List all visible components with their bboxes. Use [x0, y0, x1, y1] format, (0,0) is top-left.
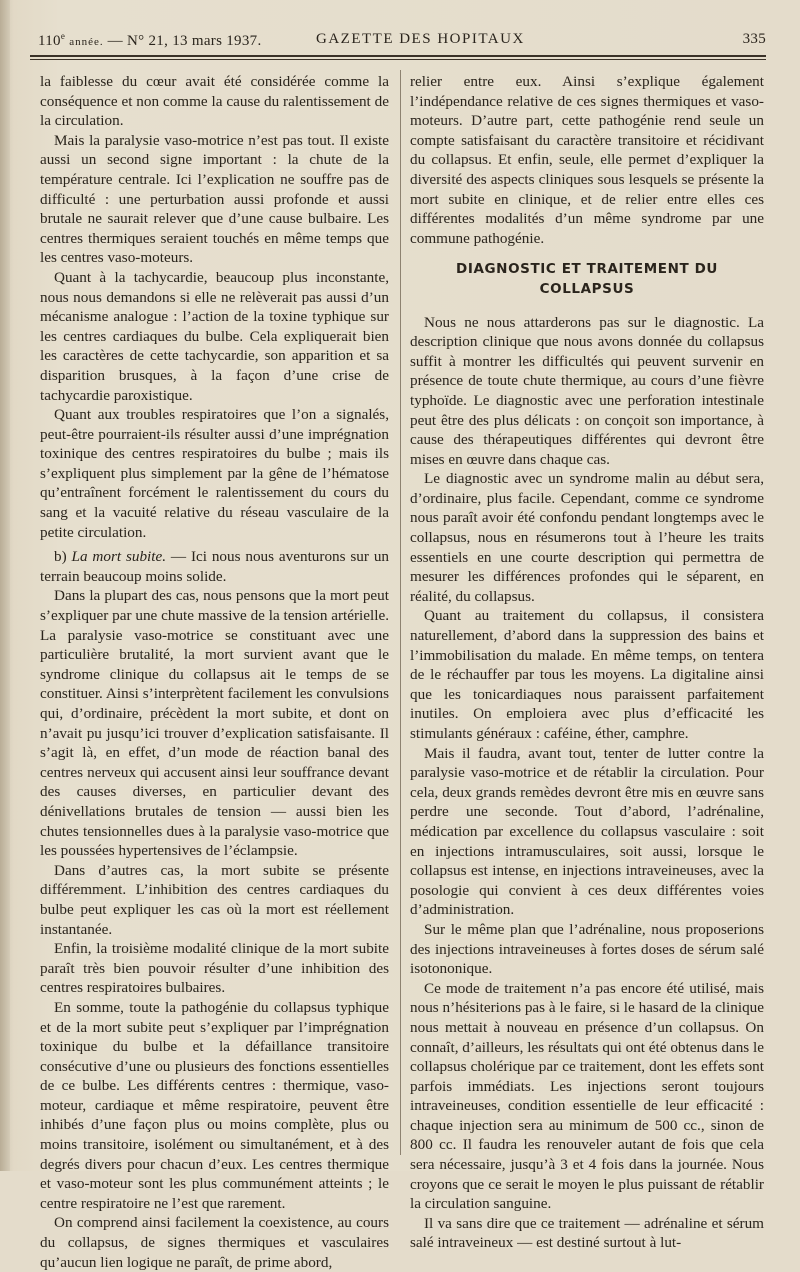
column-divider — [400, 70, 401, 1155]
paragraph: la faiblesse du cœur avait été considérée comme la conséquence et non comme la cause du ralentissement de la circulation. — [40, 73, 389, 130]
header-rule-thick — [30, 55, 766, 57]
subsection-label: b) — [54, 548, 67, 566]
left-column — [40, 72, 389, 1272]
section-heading: DIAGNOSTIC ET TRAITEMENT DU COLLAPSUS — [456, 261, 718, 297]
paragraph: Dans la plupart des cas, nous pensons que la mort peut s’expliquer par une chute massive de la tension artérielle. La paralysie vaso-motrice se constituant avec une particulière brutalité, la mort survient avant que le syndrome clinique du collapsus ait le temps de se constituer. Ainsi s’interprètent facilement les convulsions qui, d’ordinaire, précèdent la mort subite, et dont on n’avait pu jusqu’ici trouver d’explication satisfaisante. Il s’agit là, en effet, d’un mode de réaction banal des centres nerveux qui accusent ainsi leur souffrance devant des causes diverses, en particulier devant des dénivellations brutales de tension — aussi bien les chutes tensionnelles dues à la paralysie vaso-motrice que les poussées hypertensives de l’éclampsie. — [40, 587, 389, 860]
issue-date: — N° 21, 13 mars 1937. — [107, 33, 262, 49]
paragraph: Nous ne nous attarderons pas sur le diagnostic. La description clinique que nous avons donnée du collapsus suffit à montrer les difficultés qui peuvent survenir en présence de toute chute thermique, au cours d’une fièvre typhoïde. Le diagnostic avec une perforation intestinale peut être des plus délicats : on conçoit son importance, à cause des thérapeutiques différentes qui devront être mises en œuvre dans chaque cas. — [410, 313, 764, 468]
page-binding-shadow — [0, 0, 10, 1171]
issue-year-number: 110 — [38, 33, 61, 49]
journal-title: GAZETTE DES HOPITAUX — [316, 31, 525, 47]
issue-year-suffix: e — [60, 31, 66, 41]
paragraph: Quant au traitement du collapsus, il consistera naturellement, d’abord dans la suppression des bains et l’immobilisation du malade. En même temps, on tentera de le réchauffer par tous les moyens. La digitaline ainsi que les tonicardiaques nous paraissent parfaitement inutiles. On emploiera avec plus d’efficacité les stimulants généraux : caféine, éther, camphre. — [410, 607, 764, 742]
right-column — [410, 72, 764, 1253]
subsection-lead: — Ici nous nous aventurons sur un terrain beaucoup moins solide. — [40, 548, 390, 585]
paragraph: Dans d’autres cas, la mort subite se présente différemment. L’inhibition des centres cardiaques du bulbe peut expliquer les cas où la mort est réellement instantanée. — [40, 861, 389, 938]
paragraph: Il va sans dire que ce traitement — adrénaline et sérum salé intraveineux — est destiné surtout à lut- — [410, 1214, 764, 1252]
issue-year-word: année. — [69, 36, 104, 48]
header-rule-thin — [30, 59, 766, 60]
paragraph: En somme, toute la pathogénie du collapsus typhique et de la mort subite peut s’expliquer par l’imprégnation toxinique du bulbe et la défaillance transitoire consécutive d’une ou plusieurs des fonctions essentielles de ce bulbe. Les différents centres : thermique, vaso-moteur, cardiaque et même respiratoire, peuvent être inhibés d’une façon plus ou moins complète, plus ou moins transitoire, isolément ou simultanément, et à des degrés divers pour chacun d’eux. Les centres thermique et vaso-moteur sont les plus communément atteints ; le centre respiratoire ne l’est que rarement. — [40, 998, 389, 1212]
subsection-title: La mort subite. — [71, 548, 167, 566]
page-number: 335 — [742, 31, 766, 47]
paragraph: Le diagnostic avec un syndrome malin au début sera, d’ordinaire, plus facile. Cependant, comme ce syndrome nous paraît avoir été confondu pendant longtemps avec le collapsus, nous en résumerons tout à l’heure les traits essentiels en une courte description qui permettra de mesurer les différences profondes qui le séparent, en réalité, du collapsus. — [410, 470, 764, 605]
issue-info — [38, 31, 262, 50]
paragraph: Mais la paralysie vaso-motrice n’est pas tout. Il existe aussi un second signe important : la chute de la température centrale. Ici l’explication ne souffre pas de difficulté : une perturbation aussi profonde et aussi brutale ne saurait relever que d’une cause bulbaire. Les centres thermiques seraient touchés en même temps que les centres vaso-moteurs. — [40, 131, 389, 267]
paragraph: Quant aux troubles respiratoires que l’on a signalés, peut-être pourraient-ils résulter aussi d’une imprégnation toxinique des centres respiratoires du bulbe ; mais ils s’expliquent plus simplement par la gêne de l’hématose qu’entraînent forcément le ralentissement du cours du sang et la vacuité relative du réseau vasculaire de la petite circulation. — [40, 406, 389, 541]
paragraph-subsection-b — [40, 547, 389, 586]
paragraph: Mais il faudra, avant tout, tenter de lutter contre la paralysie vaso-motrice et de rétablir la circulation. Pour cela, deux grands remèdes devront être mis en œuvre sans perdre une seconde. Tout d’abord, l’adrénaline, médication par excellence du collapsus vasculaire : soit en injections intramusculaires, soit aussi, lorsque le collapsus est intense, en injections intraveineuses, avec la posologie qui convient à ces deux différentes voies d’administration. — [410, 744, 764, 919]
paragraph: On comprend ainsi facilement la coexistence, au cours du collapsus, de signes thermiques et vasculaires qu’aucun lien logique ne paraît, de prime abord, — [40, 1214, 389, 1271]
paragraph: relier entre eux. Ainsi s’explique également l’indépendance relative de ces signes thermiques et vaso-moteurs. D’autre part, cette pathogénie rend seule un compte satisfaisant du caractère transitoire et récidivant du collapsus. Et enfin, seule, elle permet d’expliquer la diversité des aspects cliniques sous lesquels se présente la mort subite en clinique, et de relier entre elles ces différentes modalités d’un même syndrome par une commune pathogénie. — [410, 73, 764, 247]
paragraph: Ce mode de traitement n’a pas encore été utilisé, mais nous n’hésiterions pas à le faire, si le hasard de la clinique nous mettait à nouveau en présence d’un collapsus. On connaît, d’ailleurs, les résultats qui ont été obtenus dans le collapsus cholérique par ce traitement, dont les effets sont parfois immédiats. Les injections seront toujours intraveineuses, condition essentielle de leur efficacité : chaque injection sera au minimum de 500 cc., sinon de 800 cc. Il faudra les renouveler autant de fois que cela sera nécessaire, jusqu’à 3 et 4 fois dans la journée. Nous croyons que ce serait le moyen le plus puissant de rétablir la circulation sanguine. — [410, 979, 764, 1213]
paragraph: Enfin, la troisième modalité clinique de la mort subite paraît très bien pouvoir résulter d’une inhibition des centres respiratoires bulbaires. — [40, 940, 389, 997]
paragraph: Sur le même plan que l’adrénaline, nous proposerions des injections intraveineuses à fortes doses de sérum salé isotononique. — [410, 920, 764, 978]
running-header — [38, 28, 766, 52]
paragraph: Quant à la tachycardie, beaucoup plus inconstante, nous nous demandons si elle ne relèverait pas aussi d’un mécanisme analogue : l’action de la toxine typhique sur les centres cardiaques du bulbe. Cela expliquerait bien les caractères de cette tachycardie, son apparition et sa disparition brusques, à la façon d’une crise de tachycardie paroxistique. — [40, 268, 389, 404]
